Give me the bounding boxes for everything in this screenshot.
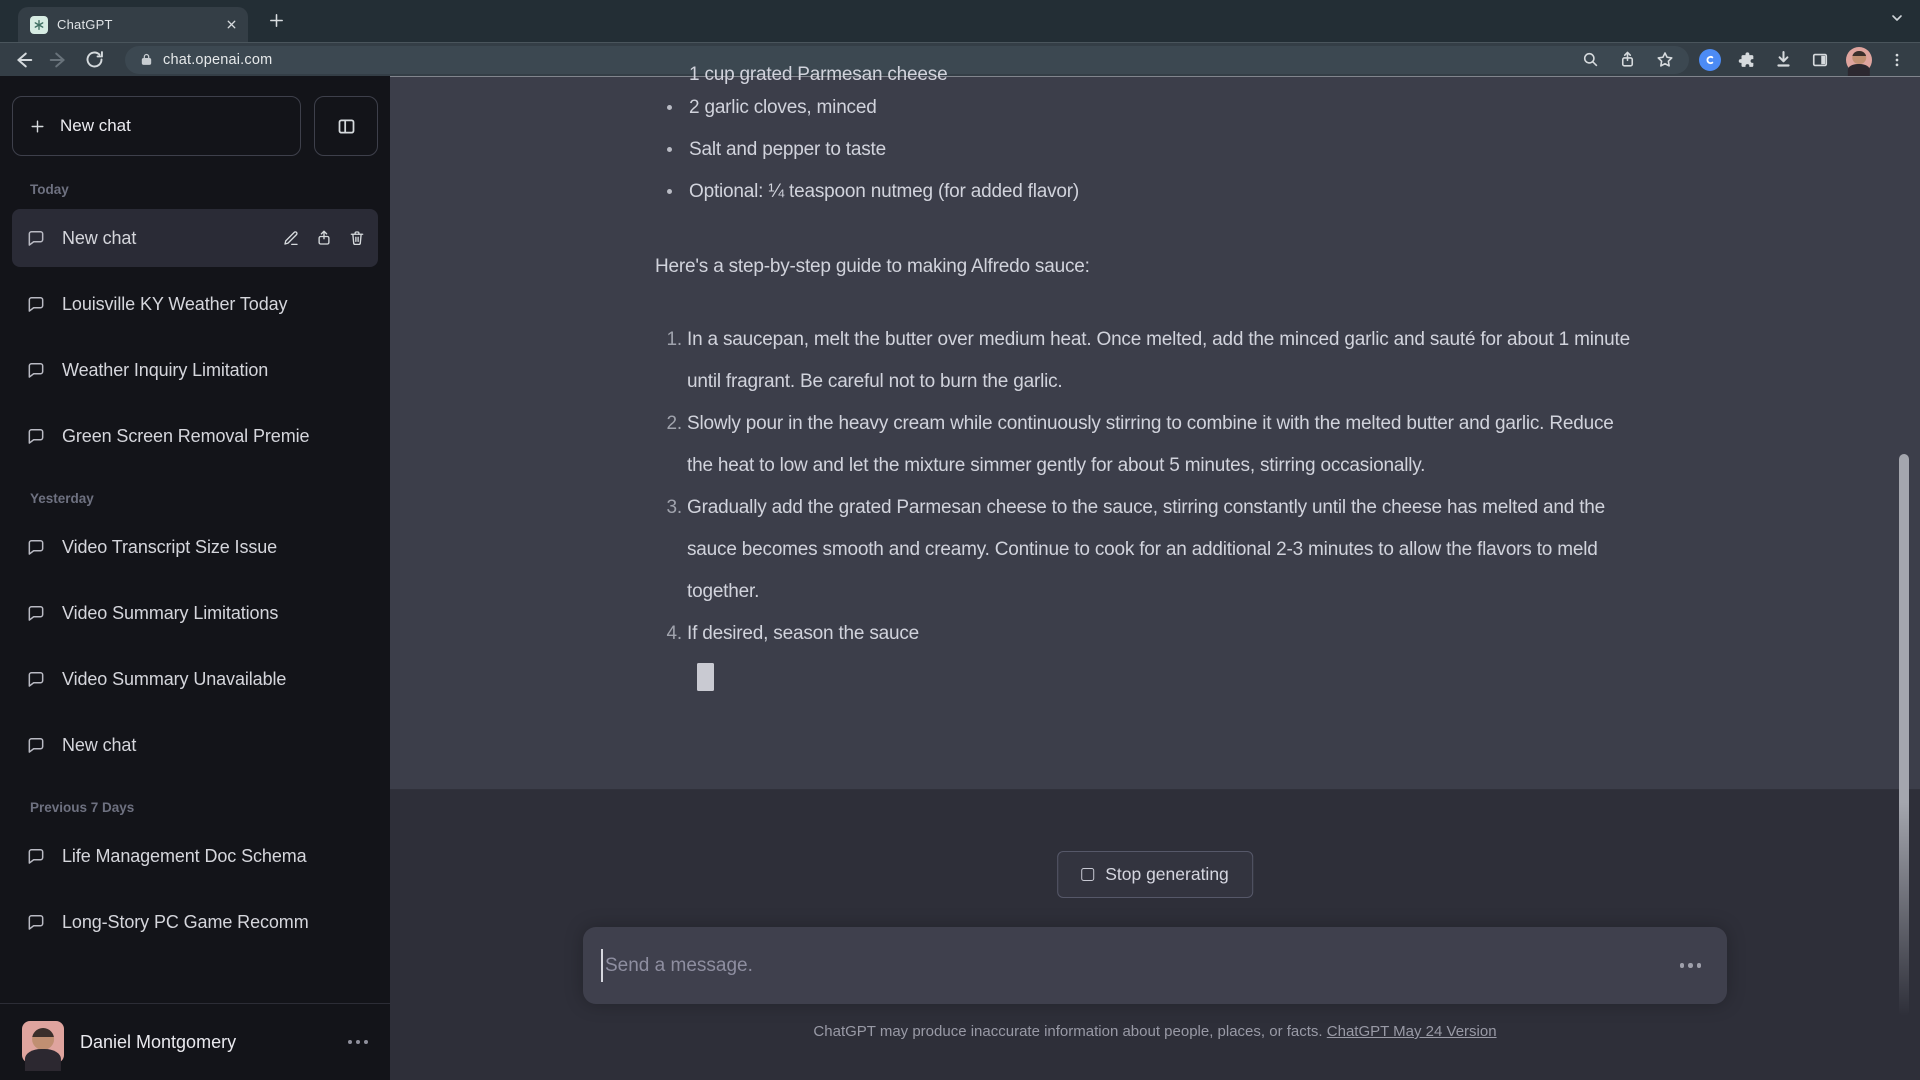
input-placeholder: Send a message. [605, 954, 753, 976]
text-caret [601, 949, 603, 982]
profile-menu-icon[interactable] [348, 1040, 368, 1044]
share-icon[interactable] [1618, 50, 1637, 69]
chat-bubble-icon [26, 669, 46, 689]
url-text: chat.openai.com [163, 51, 273, 68]
chat-bubble-icon [26, 735, 46, 755]
composer-area [390, 790, 1920, 1080]
new-tab-button[interactable] [268, 12, 285, 29]
back-icon[interactable] [12, 49, 34, 71]
browser-tab-strip [0, 0, 1920, 42]
chat-item[interactable]: Video Summary Limitations [12, 584, 378, 642]
chat-bubble-icon [26, 912, 46, 932]
chat-bubble-icon [26, 360, 46, 380]
chat-item-new-chat-active[interactable]: New chat [12, 209, 378, 267]
stop-generating-button[interactable]: Stop generating [1057, 851, 1253, 898]
chat-bubble-icon [26, 603, 46, 623]
chat-main [390, 64, 1920, 1080]
lock-icon [139, 52, 154, 67]
version-link[interactable]: ChatGPT May 24 Version [1326, 1023, 1497, 1040]
side-panel-icon[interactable] [1810, 50, 1830, 70]
profile-name: Daniel Montgomery [80, 1031, 237, 1052]
delete-trash-icon[interactable] [348, 229, 366, 247]
tab-search-chevron-icon[interactable] [1889, 10, 1905, 26]
chat-bubble-icon [26, 294, 46, 314]
chat-history [0, 156, 390, 1003]
chat-item[interactable]: Weather Inquiry Limitation [12, 341, 378, 399]
columns-icon [336, 116, 357, 137]
streaming-cursor [697, 663, 714, 691]
collapse-sidebar-button[interactable] [314, 96, 378, 156]
extensions-puzzle-icon[interactable] [1737, 50, 1757, 70]
step-item: 3. Gradually add the grated Parmesan cheese to the sauce, stirring constantly until the cheese has melted and the sauce becomes smooth and creamy. Continue to cook for an additional 2-3 minutes to allow the flavors to meld together. [687, 487, 1635, 613]
bookmark-star-icon[interactable] [1655, 50, 1675, 70]
chat-item[interactable]: Green Screen Removal Premie [12, 407, 378, 465]
forward-icon[interactable] [48, 49, 70, 71]
ingredient-list [655, 87, 1635, 213]
browser-menu-icon[interactable] [1888, 51, 1906, 69]
ingredient-item: 2 garlic cloves, minced [689, 87, 1635, 129]
step-item: 2. Slowly pour in the heavy cream while continuously stirring to combine it with the melted butter and garlic. Reduce the heat to low and let the mixture simmer gently for about 5 minutes, stirring occasionally. [687, 403, 1635, 487]
assistant-message-content [655, 64, 1635, 691]
disclaimer: ChatGPT may produce inaccurate information about people, places, or facts. ChatGPT May 24 Version [813, 1023, 1497, 1040]
section-label-yesterday: Yesterday [30, 491, 94, 506]
chatgpt-favicon-icon [30, 16, 48, 34]
plus-icon [29, 118, 46, 135]
section-label-previous-7-days: Previous 7 Days [30, 800, 135, 815]
profile-avatar-toolbar[interactable] [1846, 47, 1872, 73]
download-icon[interactable] [1773, 49, 1794, 70]
sidebar [0, 76, 390, 1080]
assistant-message [390, 64, 1920, 790]
ingredient-item: Salt and pepper to taste [689, 129, 1635, 171]
scrollbar-thumb[interactable] [1899, 454, 1909, 1016]
chat-item[interactable]: Video Transcript Size Issue [12, 518, 378, 576]
chat-bubble-icon [26, 537, 46, 557]
chat-item[interactable]: New chat [12, 716, 378, 774]
ingredient-item: Optional: ¼ teaspoon nutmeg (for added flavor) [689, 171, 1635, 213]
section-label-today: Today [30, 182, 69, 197]
profile-row[interactable] [0, 1004, 390, 1080]
tab-title: ChatGPT [57, 17, 113, 32]
edit-pencil-icon[interactable] [282, 229, 300, 247]
chat-bubble-icon [26, 426, 46, 446]
profile-avatar [22, 1021, 64, 1063]
message-input[interactable] [583, 927, 1727, 1004]
stop-square-icon [1081, 868, 1094, 881]
chat-item[interactable]: Life Management Doc Schema [12, 827, 378, 885]
step-list [655, 319, 1635, 655]
tab-close-icon[interactable] [225, 18, 238, 31]
more-options-icon[interactable] [1680, 963, 1702, 968]
chat-item[interactable]: Video Summary Unavailable [12, 650, 378, 708]
chat-bubble-icon [26, 846, 46, 866]
reload-icon[interactable] [84, 49, 105, 70]
chat-item[interactable]: Louisville KY Weather Today [12, 275, 378, 333]
step-item: 1. In a saucepan, melt the butter over medium heat. Once melted, add the minced garlic and sauté for about 1 minute until fragrant. Be careful not to burn the garlic. [687, 319, 1635, 403]
step-item: 4. If desired, season the sauce [687, 613, 1635, 655]
share-chat-icon[interactable] [315, 229, 333, 247]
chat-bubble-icon [26, 228, 46, 248]
blue-extension-icon[interactable] [1699, 49, 1721, 71]
clipped-ingredient-line: 1 cup grated Parmesan cheese [689, 64, 948, 85]
new-chat-button[interactable] [12, 96, 301, 156]
new-chat-label: New chat [60, 116, 131, 135]
browser-tab-chatgpt[interactable] [18, 7, 248, 42]
intro-paragraph: Here's a step-by-step guide to making Alfredo sauce: [655, 256, 1090, 277]
zoom-page-icon[interactable] [1581, 50, 1600, 69]
chat-item[interactable]: Long-Story PC Game Recomm [12, 893, 378, 951]
